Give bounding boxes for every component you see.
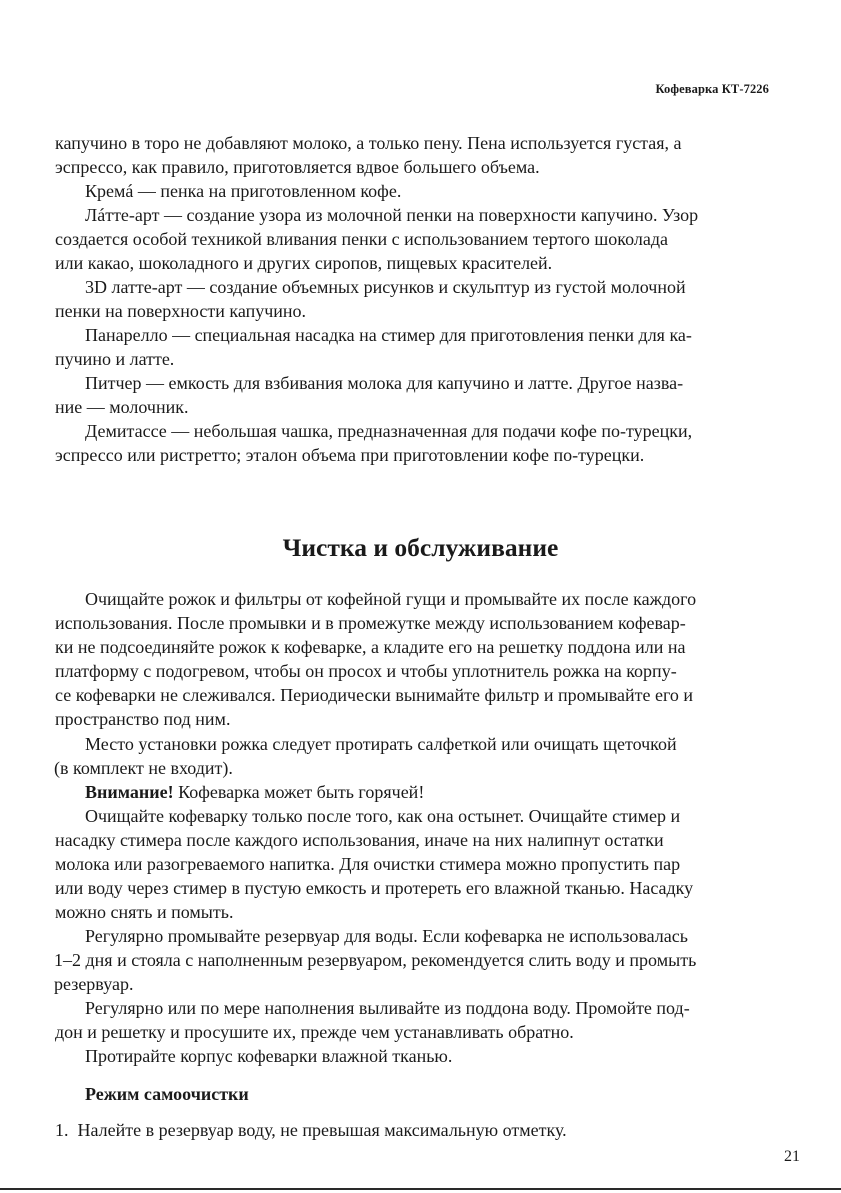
glossary-term-demitasse: Демитассе — небольшая чашка, предназначенная для подачи кофе по-турецки, [85, 421, 693, 441]
running-header: Кофеварка КТ-7226 [655, 82, 769, 96]
text-line: создается особой техникой вливания пенки с использованием тертого шоколада [55, 229, 669, 249]
text-line: 1–2 дня и стояла с наполненным резервуаром, рекомендуется слить воду и промыть [54, 950, 697, 970]
text-line: пространство под ним. [55, 709, 231, 729]
text-line: использования. После промывки и в промежутке между использованием кофевар- [55, 613, 686, 633]
text-line: ки не подсоединяйте рожок к кофеварке, а кладите его на решетку поддона или на [55, 637, 686, 657]
text-line: платформу с подогревом, чтобы он просох и чтобы уплотнитель рожка на корпу- [55, 661, 677, 681]
text-line: Место установки рожка следует протирать салфеткой или очищать щеточкой [85, 734, 677, 754]
text-line: пенки на поверхности капучино. [55, 301, 307, 321]
text-line: Регулярно или по мере наполнения выливайте из поддона воду. Промойте под- [85, 998, 690, 1018]
text-line: (в комплект не входит). [54, 758, 233, 778]
subheading-self-cleaning: Режим самоочистки [85, 1084, 249, 1104]
text-line: насадку стимера после каждого использования, иначе на них налипнут остатки [55, 830, 664, 850]
text-line: или какао, шоколадного и других сиропов, пищевых красителей. [55, 253, 553, 273]
glossary-term-crema: Кремá — пенка на приготовленном кофе. [85, 181, 402, 201]
glossary-term-3d-latte-art: 3D латте-арт — создание объемных рисунков и скульптур из густой молочной [85, 277, 686, 297]
bottom-divider [0, 1188, 841, 1190]
text-line: Очищайте рожок и фильтры от кофейной гущи и промывайте их после каждого [85, 589, 697, 609]
glossary-term-pitcher: Питчер — емкость для взбивания молока для капучино и латте. Другое назва- [85, 373, 684, 393]
section-title: Чистка и обслуживание [282, 533, 559, 562]
warning-text: Кофеварка может быть горячей! [173, 782, 425, 802]
glossary-term-panarello: Панарелло — специальная насадка на стимер для приготовления пенки для ка- [85, 325, 692, 345]
text-line: дон и решетку и просушите их, прежде чем устанавливать обратно. [55, 1022, 574, 1042]
text-line: Очищайте кофеварку только после того, как она остынет. Очищайте стимер и [85, 806, 681, 826]
text-line: эспрессо, как правило, приготовляется вдвое большего объема. [55, 157, 540, 177]
text-line: или воду через стимер в пустую емкость и протереть его влажной тканью. Насадку [55, 878, 694, 898]
text-line: эспрессо или ристретто; эталон объема при приготовлении кофе по-турецки. [55, 445, 645, 465]
warning-line [85, 781, 424, 803]
glossary-term-latte-art: Лáтте-арт — создание узора из молочной пенки на поверхности капучино. Узор [85, 205, 699, 225]
text-line: резервуар. [54, 974, 134, 994]
text-line: пучино и латте. [55, 349, 175, 369]
page-number: 21 [784, 1148, 800, 1165]
text-line: можно снять и помыть. [55, 902, 234, 922]
text-line: Регулярно промывайте резервуар для воды. Если кофеварка не использовалась [85, 926, 688, 946]
text-line: Протирайте корпус кофеварки влажной тканью. [85, 1046, 453, 1066]
text-line: се кофеварки не слеживался. Периодически вынимайте фильтр и промывайте его и [55, 685, 694, 705]
warning-label: Внимание! [85, 782, 174, 802]
list-item: 1. Налейте в резервуар воду, не превышая максимальную отметку. [55, 1120, 567, 1140]
text-line: молока или разогреваемого напитка. Для очистки стимера можно пропустить пар [55, 854, 681, 874]
text-line: капучино в торо не добавляют молоко, а только пену. Пена используется густая, а [55, 133, 682, 153]
text-line: ние — молочник. [55, 397, 189, 417]
